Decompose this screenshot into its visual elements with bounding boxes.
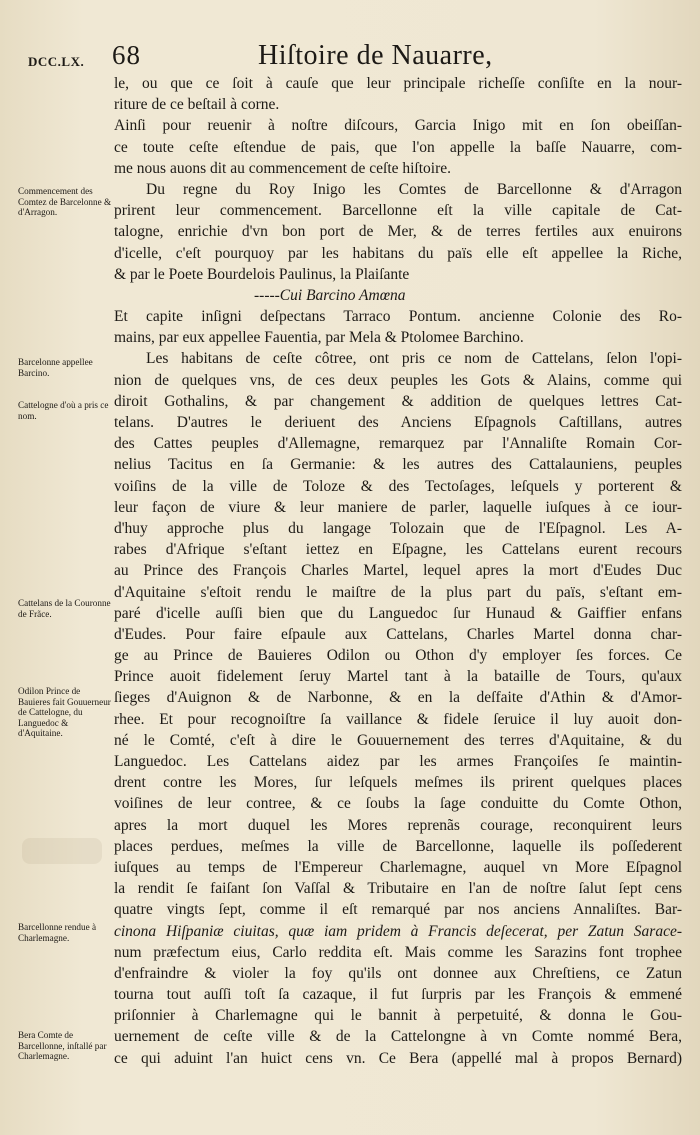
text-line: quatre vingts ſept, comme il eſt remarqué par nos anciens Annaliſtes. Bar- bbox=[114, 901, 682, 919]
text-line: drent contre les Mores, ſur leſquels meſmes ils prirent quelques places bbox=[114, 774, 682, 792]
text-line: mains, par eux appellee Fauentia, par Mela & Ptolomee Barchino. bbox=[114, 329, 524, 347]
text-line: Du regne du Roy Inigo les Comtes de Barcellonne & d'Arragon bbox=[146, 180, 682, 198]
folio-label: DCC.LX. bbox=[28, 54, 85, 69]
text-line: leur façon de viure & leur maniere de parler, laquelle iuſques à ce iour- bbox=[114, 498, 682, 516]
margin-note: Cattelogne d'où a pris ce nom. bbox=[18, 400, 109, 421]
text-line: Et capite inſigni deſpectans Tarraco Pontum. ancienne Colonie des Ro- bbox=[114, 308, 682, 326]
text-line: d'enfraindre & violer la foy qu'ils ont donnee aux Chreſtiens, ce Zatun bbox=[114, 964, 682, 982]
margin-note: Odilon Prince de Bauieres fait Gouuerneur de Cattelogne, du Languedoc & d'Aquitaine. bbox=[18, 686, 111, 738]
text-line: ſieges d'Auignon & de Narbonne, & en la deſfaite d'Athin & d'Amor- bbox=[114, 689, 682, 707]
ink-stain bbox=[22, 838, 102, 864]
text-line: priſonnier à Charlemagne qui le bannit à perpetuité, & donna le Gou- bbox=[114, 1007, 682, 1025]
page-header bbox=[28, 36, 680, 76]
quote-line: -----Cui Barcino Amœna bbox=[254, 286, 406, 304]
text-line: nion de quelques vns, de ces deux peuples les Gots & Alains, comme qui bbox=[114, 371, 682, 389]
text-line: paré d'icelle auſſi bien que du Languedoc ſur Hunaud & Gaiffier enfans bbox=[114, 604, 682, 622]
text-line: talogne, enrichie d'vn bon port de Mer, & de terres fertiles aux enuirons bbox=[114, 223, 682, 241]
text-line: tourna tout auſſi toſt ſa cazaque, il fut ſurpris par les François & emmené bbox=[114, 986, 682, 1004]
text-line: diroit Gothalins, & par changement & addition de quelques lettres Cat- bbox=[114, 392, 682, 410]
text-line: rhee. Et pour recognoiſtre ſa vaillance & fidele ſeruice il luy auoit don- bbox=[114, 710, 682, 728]
text-line: ge au Prince de Bauieres Odilon ou Othon d'y employer ſes forces. Ce bbox=[114, 647, 682, 665]
page-number: 68 bbox=[112, 40, 141, 70]
text-line: ce qui aduint l'an huict cens vn. Ce Bera (appellé mal à propos Bernard) bbox=[114, 1049, 682, 1067]
text-line: voiſines de leur contree, & ce ſoubs la ſage conduitte du Comte Othon, bbox=[114, 795, 682, 813]
body-text bbox=[114, 73, 682, 1069]
text-line: me nous auons dit au commencement de ceſte hiſtoire. bbox=[114, 159, 452, 177]
text-line: d'icelle, c'eſt pourquoy par les habitans du païs elle eſt appellee la Riche, bbox=[114, 244, 682, 262]
text-line: d'Eudes. Pour faire eſpaule aux Cattelans, Charles Martel donna char- bbox=[114, 625, 682, 643]
text-line: nelius Tacitus en ſa Germanie: & les autres des Cattalauniens, peuples bbox=[114, 456, 682, 474]
text-line: uernement de ceſte ville & de la Cattelongne à vn Comte nommé Bera, bbox=[114, 1028, 682, 1046]
text-line: Ainſi pour reuenir à noſtre diſcours, Garcia Inigo mit en ſon obeiſſan- bbox=[114, 117, 682, 135]
text-line: Prince auoit fidelement ſeruy Martel tant à la bataille de Tours, qu'aux bbox=[114, 668, 682, 686]
margin-note: Cattelans de la Couronne de Frãce. bbox=[18, 598, 111, 619]
text-line: rabes d'Afrique s'eſtant iettez en Eſpagne, les Cattelans eurent recours bbox=[114, 541, 682, 559]
margin-note: Barcellonne rendue à Charlemagne. bbox=[18, 922, 97, 943]
text-line: d'Aquitaine s'eſtoit rendu le maiſtre de la plus part du païs, s'eſtant em- bbox=[114, 583, 682, 601]
text-line: le, ou que ce ſoit à cauſe que leur principale richeſſe conſiſte en la nour- bbox=[114, 75, 682, 92]
text-line: & par le Poete Bourdelois Paulinus, la Plaiſante bbox=[114, 265, 410, 283]
text-line: au Prince des François Charles Martel, lequel apres la mort d'Eudes Duc bbox=[114, 562, 682, 580]
text-line: Languedoc. Les Cattelans aidez par les armes Françoiſes ſe maintin- bbox=[114, 753, 682, 770]
text-line: telans. D'autres le deriuent des Anciens Eſpagnols Caſtillans, autres bbox=[114, 414, 682, 431]
text-line: ce toute ceſte eſtendue de pais, que l'on appelle la baſſe Nauarre, com- bbox=[114, 138, 682, 156]
margin-note: Commencement des Comtez de Barcelonne & d'Arragon. bbox=[18, 186, 112, 217]
text-line: apres la mort duquel les Mores reprenãs courage, reconquirent leurs bbox=[114, 816, 682, 834]
margin-note: Barcelonne appellee Barcino. bbox=[18, 357, 93, 378]
text-line: iuſques au temps de l'Empereur Charlemagne, auquel vn More Eſpagnol bbox=[114, 858, 682, 876]
text-line: prirent leur commencement. Barcellonne eſt la ville capitale de Cat- bbox=[114, 202, 682, 220]
text-line: places perdues, meſmes la ville de Barcellonne, laquelle ils poſſederent bbox=[114, 837, 682, 855]
text-line: la rendit ſe faiſant ſon Vaſſal & Tributaire en l'an de noſtre ſalut ſept cens bbox=[114, 880, 682, 898]
text-line: d'huy approche plus du langage Tolozain que de l'Eſpagnol. Les A- bbox=[114, 519, 682, 537]
text-line: num præfectum eius, Carlo reddita eſt. Mais comme les Sarazins font trophee bbox=[114, 943, 682, 961]
text-line: voiſins de la ville de Toloze & des Tectoſages, leſquels y porterent & bbox=[114, 477, 682, 495]
text-line: riture de ce beſtail à corne. bbox=[114, 96, 280, 114]
text-line: né le Comté, c'eſt à dire le Gouuernement des terres d'Aquitaine, & du bbox=[114, 731, 682, 749]
text-line: des Cattes peuples d'Allemagne, remarquez par l'Annaliſte Romain Cor- bbox=[114, 435, 682, 453]
running-title: Hiſtoire de Nauarre, bbox=[258, 40, 493, 71]
text-line: cinona Hiſpaniæ ciuitas, quæ iam pridem à Francis deſecerat, per Zatun Sarace- bbox=[114, 922, 682, 940]
text-line: Les habitans de ceſte côtree, ont pris ce nom de Cattelans, ſelon l'opi- bbox=[146, 350, 682, 368]
margin-note: Bera Comte de Barcellonne, inſtallé par Charlemagne. bbox=[18, 1030, 107, 1061]
